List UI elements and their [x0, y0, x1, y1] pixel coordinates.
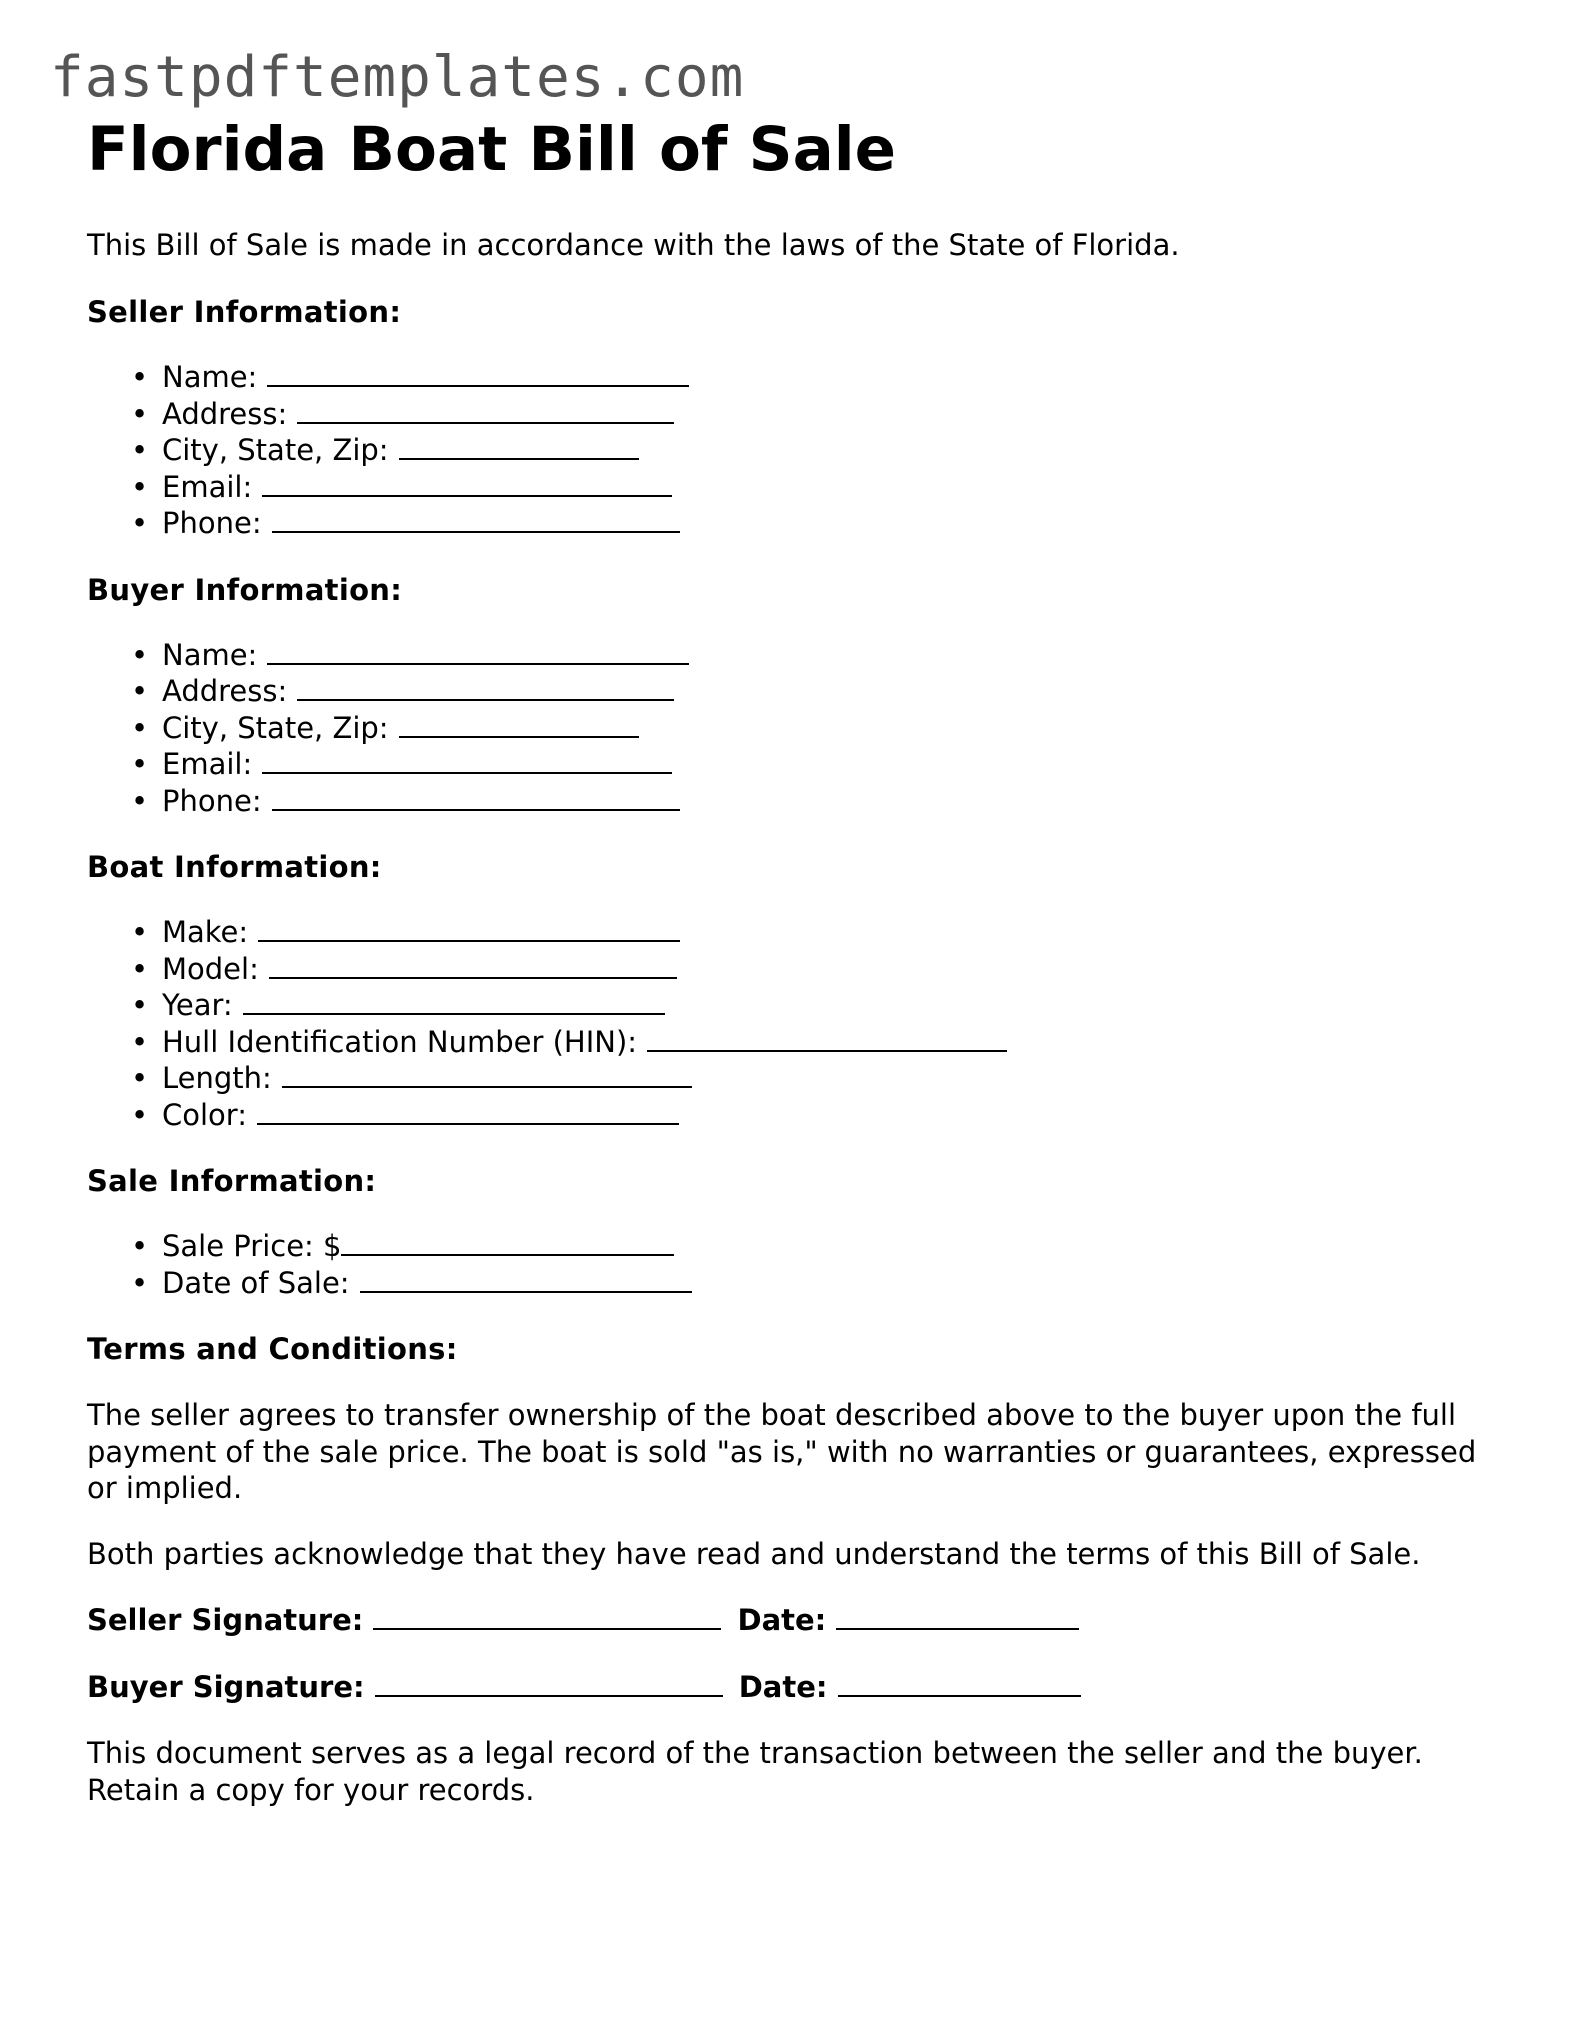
seller-name-field[interactable] — [267, 359, 689, 387]
field-label: Make: — [162, 915, 249, 949]
list-item — [131, 1097, 1487, 1134]
bullet-icon: • — [131, 1265, 149, 1300]
acknowledgement-paragraph: Both parties acknowledge that they have read and understand the terms of this Bill of Sale. — [87, 1536, 1421, 1571]
seller-signature-line — [87, 1601, 1487, 1639]
boat-hin-field[interactable] — [647, 1024, 1007, 1052]
bullet-icon: • — [131, 360, 149, 394]
buyer-email-field[interactable] — [262, 746, 672, 774]
list-item — [131, 432, 1487, 469]
boat-model-field[interactable] — [269, 951, 677, 979]
list-item — [131, 951, 1487, 988]
boat-fields — [87, 914, 1487, 1133]
list-item — [131, 469, 1487, 506]
bullet-icon: • — [131, 951, 149, 986]
page-title: Florida Boat Bill of Sale — [87, 114, 897, 185]
field-label: Date of Sale: — [162, 1265, 350, 1300]
boat-color-field[interactable] — [257, 1097, 679, 1125]
bullet-icon: • — [131, 1097, 149, 1132]
bullet-icon: • — [131, 674, 149, 708]
boat-length-field[interactable] — [282, 1060, 692, 1088]
field-label: Length: — [162, 1061, 272, 1095]
list-item — [131, 746, 1487, 783]
buyer-signature-label: Buyer Signature: — [87, 1670, 365, 1704]
buyer-address-field[interactable] — [297, 673, 674, 701]
bullet-icon: • — [131, 915, 149, 949]
buyer-name-field[interactable] — [267, 637, 689, 665]
seller-city-state-zip-field[interactable] — [399, 432, 639, 460]
seller-date-label: Date: — [737, 1603, 827, 1637]
list-item — [131, 1024, 1487, 1061]
sale-date-field[interactable] — [360, 1265, 692, 1293]
field-label: Address: — [162, 396, 288, 431]
list-item — [131, 710, 1487, 747]
seller-phone-field[interactable] — [272, 505, 680, 533]
list-item — [131, 359, 1487, 396]
seller-email-field[interactable] — [262, 469, 672, 497]
boat-year-field[interactable] — [243, 987, 665, 1015]
buyer-signature-line — [87, 1668, 1487, 1706]
bullet-icon: • — [131, 433, 149, 467]
buyer-date-label: Date: — [738, 1670, 828, 1704]
bullet-icon: • — [131, 506, 149, 540]
boat-make-field[interactable] — [258, 914, 680, 942]
sale-price-field[interactable] — [341, 1228, 674, 1256]
bullet-icon: • — [131, 1024, 149, 1059]
bullet-icon: • — [131, 396, 149, 431]
footer-note: This document serves as a legal record of the transaction between the seller and the buyer. Retain a copy for your records. — [87, 1736, 1423, 1807]
field-label: Name: — [162, 637, 258, 672]
list-item — [131, 396, 1487, 433]
sale-fields — [87, 1228, 1487, 1301]
list-item — [131, 637, 1487, 674]
list-item — [131, 1228, 1487, 1265]
bullet-icon: • — [131, 747, 149, 781]
field-label: Address: — [162, 674, 288, 708]
list-item — [131, 987, 1487, 1024]
list-item — [131, 505, 1487, 542]
field-label: Email: — [162, 469, 253, 504]
field-label: Sale Price: $ — [162, 1229, 342, 1263]
seller-address-field[interactable] — [297, 396, 674, 424]
list-item — [131, 783, 1487, 820]
field-label: City, State, Zip: — [162, 710, 389, 745]
field-label: Name: — [162, 360, 258, 394]
list-item — [131, 914, 1487, 951]
bullet-icon: • — [131, 469, 149, 504]
seller-heading: Seller Information: — [87, 295, 402, 329]
list-item — [131, 673, 1487, 710]
seller-date-field[interactable] — [836, 1602, 1079, 1630]
bullet-icon: • — [131, 1061, 149, 1095]
field-label: Hull Identification Number (HIN): — [162, 1024, 638, 1059]
buyer-phone-field[interactable] — [272, 783, 680, 811]
buyer-date-field[interactable] — [838, 1669, 1081, 1697]
field-label: Phone: — [162, 783, 262, 818]
seller-signature-field[interactable] — [373, 1602, 721, 1630]
list-item — [131, 1265, 1487, 1302]
seller-fields — [87, 359, 1487, 542]
bullet-icon: • — [131, 710, 149, 745]
field-label: Year: — [162, 988, 233, 1022]
field-label: Color: — [162, 1097, 247, 1132]
intro-text: This Bill of Sale is made in accordance with the laws of the State of Florida. — [87, 228, 1180, 262]
field-label: Email: — [162, 747, 253, 781]
bullet-icon: • — [131, 637, 149, 672]
field-label: Model: — [162, 951, 259, 986]
field-label: City, State, Zip: — [162, 433, 389, 467]
bullet-icon: • — [131, 1229, 149, 1263]
buyer-heading: Buyer Information: — [87, 572, 403, 607]
document — [87, 112, 1487, 1808]
buyer-signature-field[interactable] — [375, 1669, 723, 1697]
buyer-fields — [87, 637, 1487, 820]
terms-paragraph: The seller agrees to transfer ownership of the boat described above to the buyer upon the full payment of the sale price. The boat is sold "as is," with no warranties or guarantees, expressed or implied. — [87, 1398, 1477, 1505]
bullet-icon: • — [131, 783, 149, 818]
list-item — [131, 1060, 1487, 1097]
terms-heading: Terms and Conditions: — [87, 1332, 458, 1366]
field-label: Phone: — [162, 506, 262, 540]
buyer-city-state-zip-field[interactable] — [399, 710, 639, 738]
seller-signature-label: Seller Signature: — [87, 1603, 364, 1637]
watermark: fastpdftemplates.com — [50, 45, 745, 110]
sale-heading: Sale Information: — [87, 1164, 377, 1198]
bullet-icon: • — [131, 988, 149, 1022]
boat-heading: Boat Information: — [87, 850, 382, 884]
